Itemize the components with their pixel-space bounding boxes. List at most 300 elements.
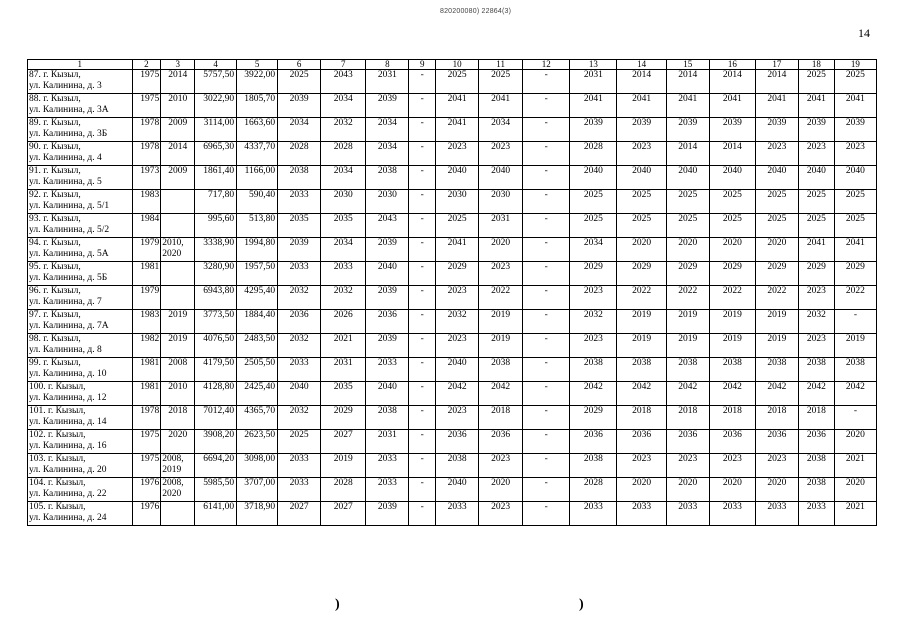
address-street: ул. Калинина, д. 8 <box>29 345 102 355</box>
cell-col-4: 4128,80 <box>195 382 237 406</box>
cell-col-13: 2038 <box>570 358 617 382</box>
cell-col-2: 1983 <box>132 190 161 214</box>
cell-col-13: 2033 <box>570 502 617 526</box>
cell-col-9: - <box>409 94 436 118</box>
cell-col-16: 2020 <box>709 238 755 262</box>
cell-col-6: 2032 <box>278 334 321 358</box>
cell-col-19: 2039 <box>834 118 876 142</box>
cell-col-6: 2039 <box>278 238 321 262</box>
cell-col-3 <box>161 262 195 286</box>
column-number-4: 4 <box>195 60 237 70</box>
cell-col-2: 1984 <box>132 214 161 238</box>
address-city: 88. г. Кызыл, <box>29 94 81 104</box>
column-number-15: 15 <box>666 60 709 70</box>
cell-col-13: 2028 <box>570 478 617 502</box>
cell-col-12: - <box>523 70 570 94</box>
address-city: 100. г. Кызыл, <box>29 382 86 392</box>
cell-col-17: 2019 <box>755 310 798 334</box>
cell-col-9: - <box>409 334 436 358</box>
cell-col-3: 2010, 2020 <box>161 238 195 262</box>
cell-col-8: 2043 <box>366 214 409 238</box>
column-number-18: 18 <box>798 60 834 70</box>
cell-col-3 <box>161 190 195 214</box>
cell-col-5: 1884,40 <box>237 310 278 334</box>
cell-col-16: 2029 <box>709 262 755 286</box>
cell-col-16: 2023 <box>709 454 755 478</box>
cell-col-12: - <box>523 502 570 526</box>
cell-col-16: 2014 <box>709 142 755 166</box>
cell-col-6: 2033 <box>278 478 321 502</box>
cell-col-2: 1981 <box>132 358 161 382</box>
cell-col-10: 2040 <box>436 166 479 190</box>
cell-col-16: 2042 <box>709 382 755 406</box>
cell-col-13: 2029 <box>570 406 617 430</box>
cell-col-4: 4179,50 <box>195 358 237 382</box>
cell-col-17: 2025 <box>755 214 798 238</box>
table-row <box>28 214 877 238</box>
column-number-6: 6 <box>278 60 321 70</box>
cell-col-14: 2025 <box>617 214 666 238</box>
cell-col-16: 2022 <box>709 286 755 310</box>
address-street: ул. Калинина, д. 7 <box>29 297 102 307</box>
address-city: 95. г. Кызыл, <box>29 262 81 272</box>
address-cell <box>28 262 133 286</box>
column-number-14: 14 <box>617 60 666 70</box>
cell-col-19: 2025 <box>834 70 876 94</box>
cell-col-13: 2025 <box>570 190 617 214</box>
address-city: 105. г. Кызыл, <box>29 502 86 512</box>
cell-col-18: 2029 <box>798 262 834 286</box>
cell-col-19: 2021 <box>834 454 876 478</box>
cell-col-2: 1978 <box>132 142 161 166</box>
column-number-3: 3 <box>161 60 195 70</box>
cell-col-3: 2009 <box>161 166 195 190</box>
address-cell <box>28 334 133 358</box>
cell-col-15: 2014 <box>666 70 709 94</box>
cell-col-14: 2022 <box>617 286 666 310</box>
address-street: ул. Калинина, д. 16 <box>29 441 107 451</box>
cell-col-9: - <box>409 70 436 94</box>
cell-col-18: 2038 <box>798 478 834 502</box>
cell-col-12: - <box>523 94 570 118</box>
cell-col-16: 2014 <box>709 70 755 94</box>
cell-col-18: 2041 <box>798 238 834 262</box>
cell-col-14: 2023 <box>617 454 666 478</box>
cell-col-11: 2025 <box>479 70 523 94</box>
cell-col-8: 2038 <box>366 406 409 430</box>
cell-col-6: 2034 <box>278 118 321 142</box>
table-row <box>28 430 877 454</box>
address-street: ул. Калинина, д. 24 <box>29 513 107 523</box>
address-city: 97. г. Кызыл, <box>29 310 81 320</box>
document-reference: 820200080) 22864(3) <box>440 8 512 15</box>
address-city: 96. г. Кызыл, <box>29 286 81 296</box>
cell-col-10: 2029 <box>436 262 479 286</box>
cell-col-10: 2025 <box>436 70 479 94</box>
table-row <box>28 478 877 502</box>
cell-col-15: 2014 <box>666 142 709 166</box>
cell-col-2: 1975 <box>132 430 161 454</box>
cell-col-19: 2021 <box>834 502 876 526</box>
cell-col-19: 2020 <box>834 478 876 502</box>
cell-col-2: 1981 <box>132 262 161 286</box>
cell-col-4: 3022,90 <box>195 94 237 118</box>
cell-col-2: 1976 <box>132 502 161 526</box>
address-city: 102. г. Кызыл, <box>29 430 86 440</box>
cell-col-4: 4076,50 <box>195 334 237 358</box>
cell-col-4: 5757,50 <box>195 70 237 94</box>
address-street: ул. Калинина, д. 4 <box>29 153 102 163</box>
cell-col-11: 2040 <box>479 166 523 190</box>
cell-col-5: 3098,00 <box>237 454 278 478</box>
cell-col-7: 2034 <box>321 166 366 190</box>
cell-col-6: 2038 <box>278 166 321 190</box>
cell-col-18: 2038 <box>798 358 834 382</box>
address-cell <box>28 430 133 454</box>
cell-col-9: - <box>409 190 436 214</box>
cell-col-7: 2031 <box>321 358 366 382</box>
cell-col-4: 3908,20 <box>195 430 237 454</box>
cell-col-9: - <box>409 310 436 334</box>
address-cell <box>28 502 133 526</box>
cell-col-19: - <box>834 310 876 334</box>
cell-col-11: 2031 <box>479 214 523 238</box>
cell-col-13: 2029 <box>570 262 617 286</box>
column-number-2: 2 <box>132 60 161 70</box>
cell-col-9: - <box>409 166 436 190</box>
cell-col-18: 2036 <box>798 430 834 454</box>
cell-col-5: 1957,50 <box>237 262 278 286</box>
cell-col-9: - <box>409 262 436 286</box>
cell-col-5: 1166,00 <box>237 166 278 190</box>
cell-col-19: 2041 <box>834 238 876 262</box>
cell-col-12: - <box>523 262 570 286</box>
address-city: 99. г. Кызыл, <box>29 358 81 368</box>
cell-col-2: 1979 <box>132 286 161 310</box>
column-number-8: 8 <box>366 60 409 70</box>
cell-col-17: 2033 <box>755 502 798 526</box>
footer-mark-left: ) <box>335 597 340 612</box>
cell-col-5: 4337,70 <box>237 142 278 166</box>
cell-col-18: 2033 <box>798 502 834 526</box>
cell-col-2: 1978 <box>132 406 161 430</box>
cell-col-4: 1861,40 <box>195 166 237 190</box>
cell-col-12: - <box>523 430 570 454</box>
cell-col-16: 2019 <box>709 334 755 358</box>
cell-col-11: 2020 <box>479 238 523 262</box>
cell-col-3 <box>161 286 195 310</box>
table-row <box>28 262 877 286</box>
cell-col-11: 2019 <box>479 334 523 358</box>
address-cell <box>28 310 133 334</box>
cell-col-12: - <box>523 142 570 166</box>
cell-col-17: 2020 <box>755 478 798 502</box>
cell-col-10: 2041 <box>436 94 479 118</box>
cell-col-6: 2033 <box>278 262 321 286</box>
cell-col-7: 2043 <box>321 70 366 94</box>
cell-col-12: - <box>523 166 570 190</box>
cell-col-7: 2027 <box>321 502 366 526</box>
cell-col-2: 1982 <box>132 334 161 358</box>
address-city: 91. г. Кызыл, <box>29 166 81 176</box>
cell-col-15: 2025 <box>666 190 709 214</box>
cell-col-8: 2033 <box>366 454 409 478</box>
cell-col-18: 2042 <box>798 382 834 406</box>
cell-col-9: - <box>409 238 436 262</box>
cell-col-11: 2023 <box>479 262 523 286</box>
cell-col-15: 2020 <box>666 478 709 502</box>
cell-col-3: 2008, 2020 <box>161 478 195 502</box>
cell-col-13: 2023 <box>570 286 617 310</box>
cell-col-3: 2020 <box>161 430 195 454</box>
cell-col-14: 2023 <box>617 142 666 166</box>
cell-col-9: - <box>409 502 436 526</box>
cell-col-15: 2023 <box>666 454 709 478</box>
cell-col-3: 2010 <box>161 94 195 118</box>
cell-col-14: 2019 <box>617 310 666 334</box>
cell-col-5: 1663,60 <box>237 118 278 142</box>
cell-col-15: 2019 <box>666 310 709 334</box>
cell-col-7: 2035 <box>321 214 366 238</box>
cell-col-2: 1975 <box>132 70 161 94</box>
cell-col-2: 1975 <box>132 454 161 478</box>
cell-col-5: 513,80 <box>237 214 278 238</box>
address-city: 101. г. Кызыл, <box>29 406 86 416</box>
cell-col-17: 2023 <box>755 142 798 166</box>
cell-col-5: 3922,00 <box>237 70 278 94</box>
address-city: 92. г. Кызыл, <box>29 190 81 200</box>
cell-col-9: - <box>409 118 436 142</box>
cell-col-12: - <box>523 310 570 334</box>
cell-col-17: 2023 <box>755 454 798 478</box>
cell-col-10: 2041 <box>436 238 479 262</box>
cell-col-9: - <box>409 406 436 430</box>
cell-col-19: 2040 <box>834 166 876 190</box>
cell-col-17: 2025 <box>755 190 798 214</box>
cell-col-12: - <box>523 190 570 214</box>
cell-col-15: 2020 <box>666 238 709 262</box>
cell-col-12: - <box>523 118 570 142</box>
cell-col-9: - <box>409 430 436 454</box>
address-street: ул. Калинина, д. 5/2 <box>29 225 110 235</box>
cell-col-15: 2040 <box>666 166 709 190</box>
cell-col-7: 2026 <box>321 310 366 334</box>
cell-col-17: 2020 <box>755 238 798 262</box>
cell-col-13: 2039 <box>570 118 617 142</box>
cell-col-8: 2039 <box>366 94 409 118</box>
cell-col-2: 1981 <box>132 382 161 406</box>
cell-col-4: 995,60 <box>195 214 237 238</box>
cell-col-6: 2032 <box>278 406 321 430</box>
cell-col-10: 2036 <box>436 430 479 454</box>
cell-col-3: 2008 <box>161 358 195 382</box>
cell-col-10: 2042 <box>436 382 479 406</box>
column-number-7: 7 <box>321 60 366 70</box>
cell-col-4: 5985,50 <box>195 478 237 502</box>
cell-col-5: 3718,90 <box>237 502 278 526</box>
address-street: ул. Калинина, д. 7А <box>29 321 109 331</box>
cell-col-12: - <box>523 406 570 430</box>
cell-col-11: 2023 <box>479 142 523 166</box>
cell-col-12: - <box>523 286 570 310</box>
cell-col-5: 2425,40 <box>237 382 278 406</box>
cell-col-10: 2023 <box>436 142 479 166</box>
cell-col-18: 2023 <box>798 142 834 166</box>
column-number-10: 10 <box>436 60 479 70</box>
cell-col-16: 2019 <box>709 310 755 334</box>
cell-col-3: 2014 <box>161 142 195 166</box>
footer-mark-right: ) <box>579 597 584 612</box>
address-city: 93. г. Кызыл, <box>29 214 81 224</box>
cell-col-7: 2021 <box>321 334 366 358</box>
cell-col-12: - <box>523 238 570 262</box>
address-cell <box>28 70 133 94</box>
cell-col-2: 1975 <box>132 94 161 118</box>
cell-col-13: 2036 <box>570 430 617 454</box>
address-city: 90. г. Кызыл, <box>29 142 81 152</box>
cell-col-15: 2029 <box>666 262 709 286</box>
column-number-19: 19 <box>834 60 876 70</box>
cell-col-7: 2032 <box>321 286 366 310</box>
cell-col-10: 2023 <box>436 286 479 310</box>
table-row <box>28 310 877 334</box>
address-city: 103. г. Кызыл, <box>29 454 86 464</box>
cell-col-16: 2025 <box>709 214 755 238</box>
cell-col-15: 2039 <box>666 118 709 142</box>
cell-col-16: 2041 <box>709 94 755 118</box>
cell-col-11: 2022 <box>479 286 523 310</box>
address-city: 94. г. Кызыл, <box>29 238 81 248</box>
cell-col-15: 2018 <box>666 406 709 430</box>
cell-col-16: 2025 <box>709 190 755 214</box>
address-city: 98. г. Кызыл, <box>29 334 81 344</box>
cell-col-17: 2029 <box>755 262 798 286</box>
address-cell <box>28 286 133 310</box>
cell-col-18: 2025 <box>798 190 834 214</box>
cell-col-17: 2042 <box>755 382 798 406</box>
cell-col-3: 2019 <box>161 334 195 358</box>
cell-col-8: 2031 <box>366 430 409 454</box>
cell-col-18: 2040 <box>798 166 834 190</box>
column-number-9: 9 <box>409 60 436 70</box>
cell-col-8: 2040 <box>366 262 409 286</box>
cell-col-14: 2019 <box>617 334 666 358</box>
cell-col-8: 2039 <box>366 238 409 262</box>
cell-col-10: 2040 <box>436 358 479 382</box>
cell-col-8: 2036 <box>366 310 409 334</box>
cell-col-11: 2020 <box>479 478 523 502</box>
cell-col-5: 4365,70 <box>237 406 278 430</box>
cell-col-4: 6965,30 <box>195 142 237 166</box>
cell-col-12: - <box>523 334 570 358</box>
cell-col-13: 2041 <box>570 94 617 118</box>
cell-col-11: 2023 <box>479 502 523 526</box>
address-cell <box>28 214 133 238</box>
cell-col-11: 2036 <box>479 430 523 454</box>
column-number-11: 11 <box>479 60 523 70</box>
cell-col-11: 2030 <box>479 190 523 214</box>
cell-col-14: 2036 <box>617 430 666 454</box>
cell-col-10: 2032 <box>436 310 479 334</box>
cell-col-12: - <box>523 478 570 502</box>
cell-col-9: - <box>409 214 436 238</box>
address-cell <box>28 94 133 118</box>
cell-col-16: 2040 <box>709 166 755 190</box>
cell-col-4: 7012,40 <box>195 406 237 430</box>
cell-col-8: 2033 <box>366 358 409 382</box>
cell-col-10: 2040 <box>436 478 479 502</box>
cell-col-10: 2023 <box>436 406 479 430</box>
cell-col-5: 3707,00 <box>237 478 278 502</box>
cell-col-16: 2018 <box>709 406 755 430</box>
cell-col-17: 2014 <box>755 70 798 94</box>
cell-col-7: 2030 <box>321 190 366 214</box>
cell-col-18: 2023 <box>798 334 834 358</box>
cell-col-17: 2039 <box>755 118 798 142</box>
cell-col-6: 2033 <box>278 454 321 478</box>
cell-col-2: 1978 <box>132 118 161 142</box>
cell-col-15: 2042 <box>666 382 709 406</box>
cell-col-12: - <box>523 454 570 478</box>
cell-col-16: 2020 <box>709 478 755 502</box>
cell-col-8: 2034 <box>366 142 409 166</box>
cell-col-19: - <box>834 406 876 430</box>
cell-col-7: 2027 <box>321 430 366 454</box>
cell-col-16: 2033 <box>709 502 755 526</box>
cell-col-5: 2623,50 <box>237 430 278 454</box>
cell-col-6: 2039 <box>278 94 321 118</box>
table-row <box>28 454 877 478</box>
table-row <box>28 94 877 118</box>
cell-col-17: 2041 <box>755 94 798 118</box>
cell-col-8: 2030 <box>366 190 409 214</box>
cell-col-11: 2023 <box>479 454 523 478</box>
address-cell <box>28 382 133 406</box>
cell-col-19: 2019 <box>834 334 876 358</box>
housing-table <box>27 59 877 526</box>
cell-col-8: 2039 <box>366 334 409 358</box>
address-city: 87. г. Кызыл, <box>29 70 81 80</box>
cell-col-6: 2033 <box>278 190 321 214</box>
cell-col-15: 2022 <box>666 286 709 310</box>
table-row <box>28 238 877 262</box>
cell-col-15: 2036 <box>666 430 709 454</box>
cell-col-6: 2033 <box>278 358 321 382</box>
cell-col-12: - <box>523 358 570 382</box>
cell-col-11: 2019 <box>479 310 523 334</box>
address-cell <box>28 118 133 142</box>
cell-col-16: 2039 <box>709 118 755 142</box>
cell-col-13: 2042 <box>570 382 617 406</box>
address-cell <box>28 454 133 478</box>
table-row <box>28 286 877 310</box>
cell-col-10: 2023 <box>436 334 479 358</box>
cell-col-17: 2036 <box>755 430 798 454</box>
cell-col-4: 3280,90 <box>195 262 237 286</box>
cell-col-9: - <box>409 454 436 478</box>
table-row <box>28 118 877 142</box>
cell-col-9: - <box>409 382 436 406</box>
column-number-row <box>28 60 877 70</box>
table-row <box>28 166 877 190</box>
cell-col-17: 2019 <box>755 334 798 358</box>
cell-col-12: - <box>523 382 570 406</box>
cell-col-19: 2038 <box>834 358 876 382</box>
address-street: ул. Калинина, д. 5/1 <box>29 201 110 211</box>
address-street: ул. Калинина, д. 3Б <box>29 129 108 139</box>
address-cell <box>28 238 133 262</box>
cell-col-4: 3114,00 <box>195 118 237 142</box>
